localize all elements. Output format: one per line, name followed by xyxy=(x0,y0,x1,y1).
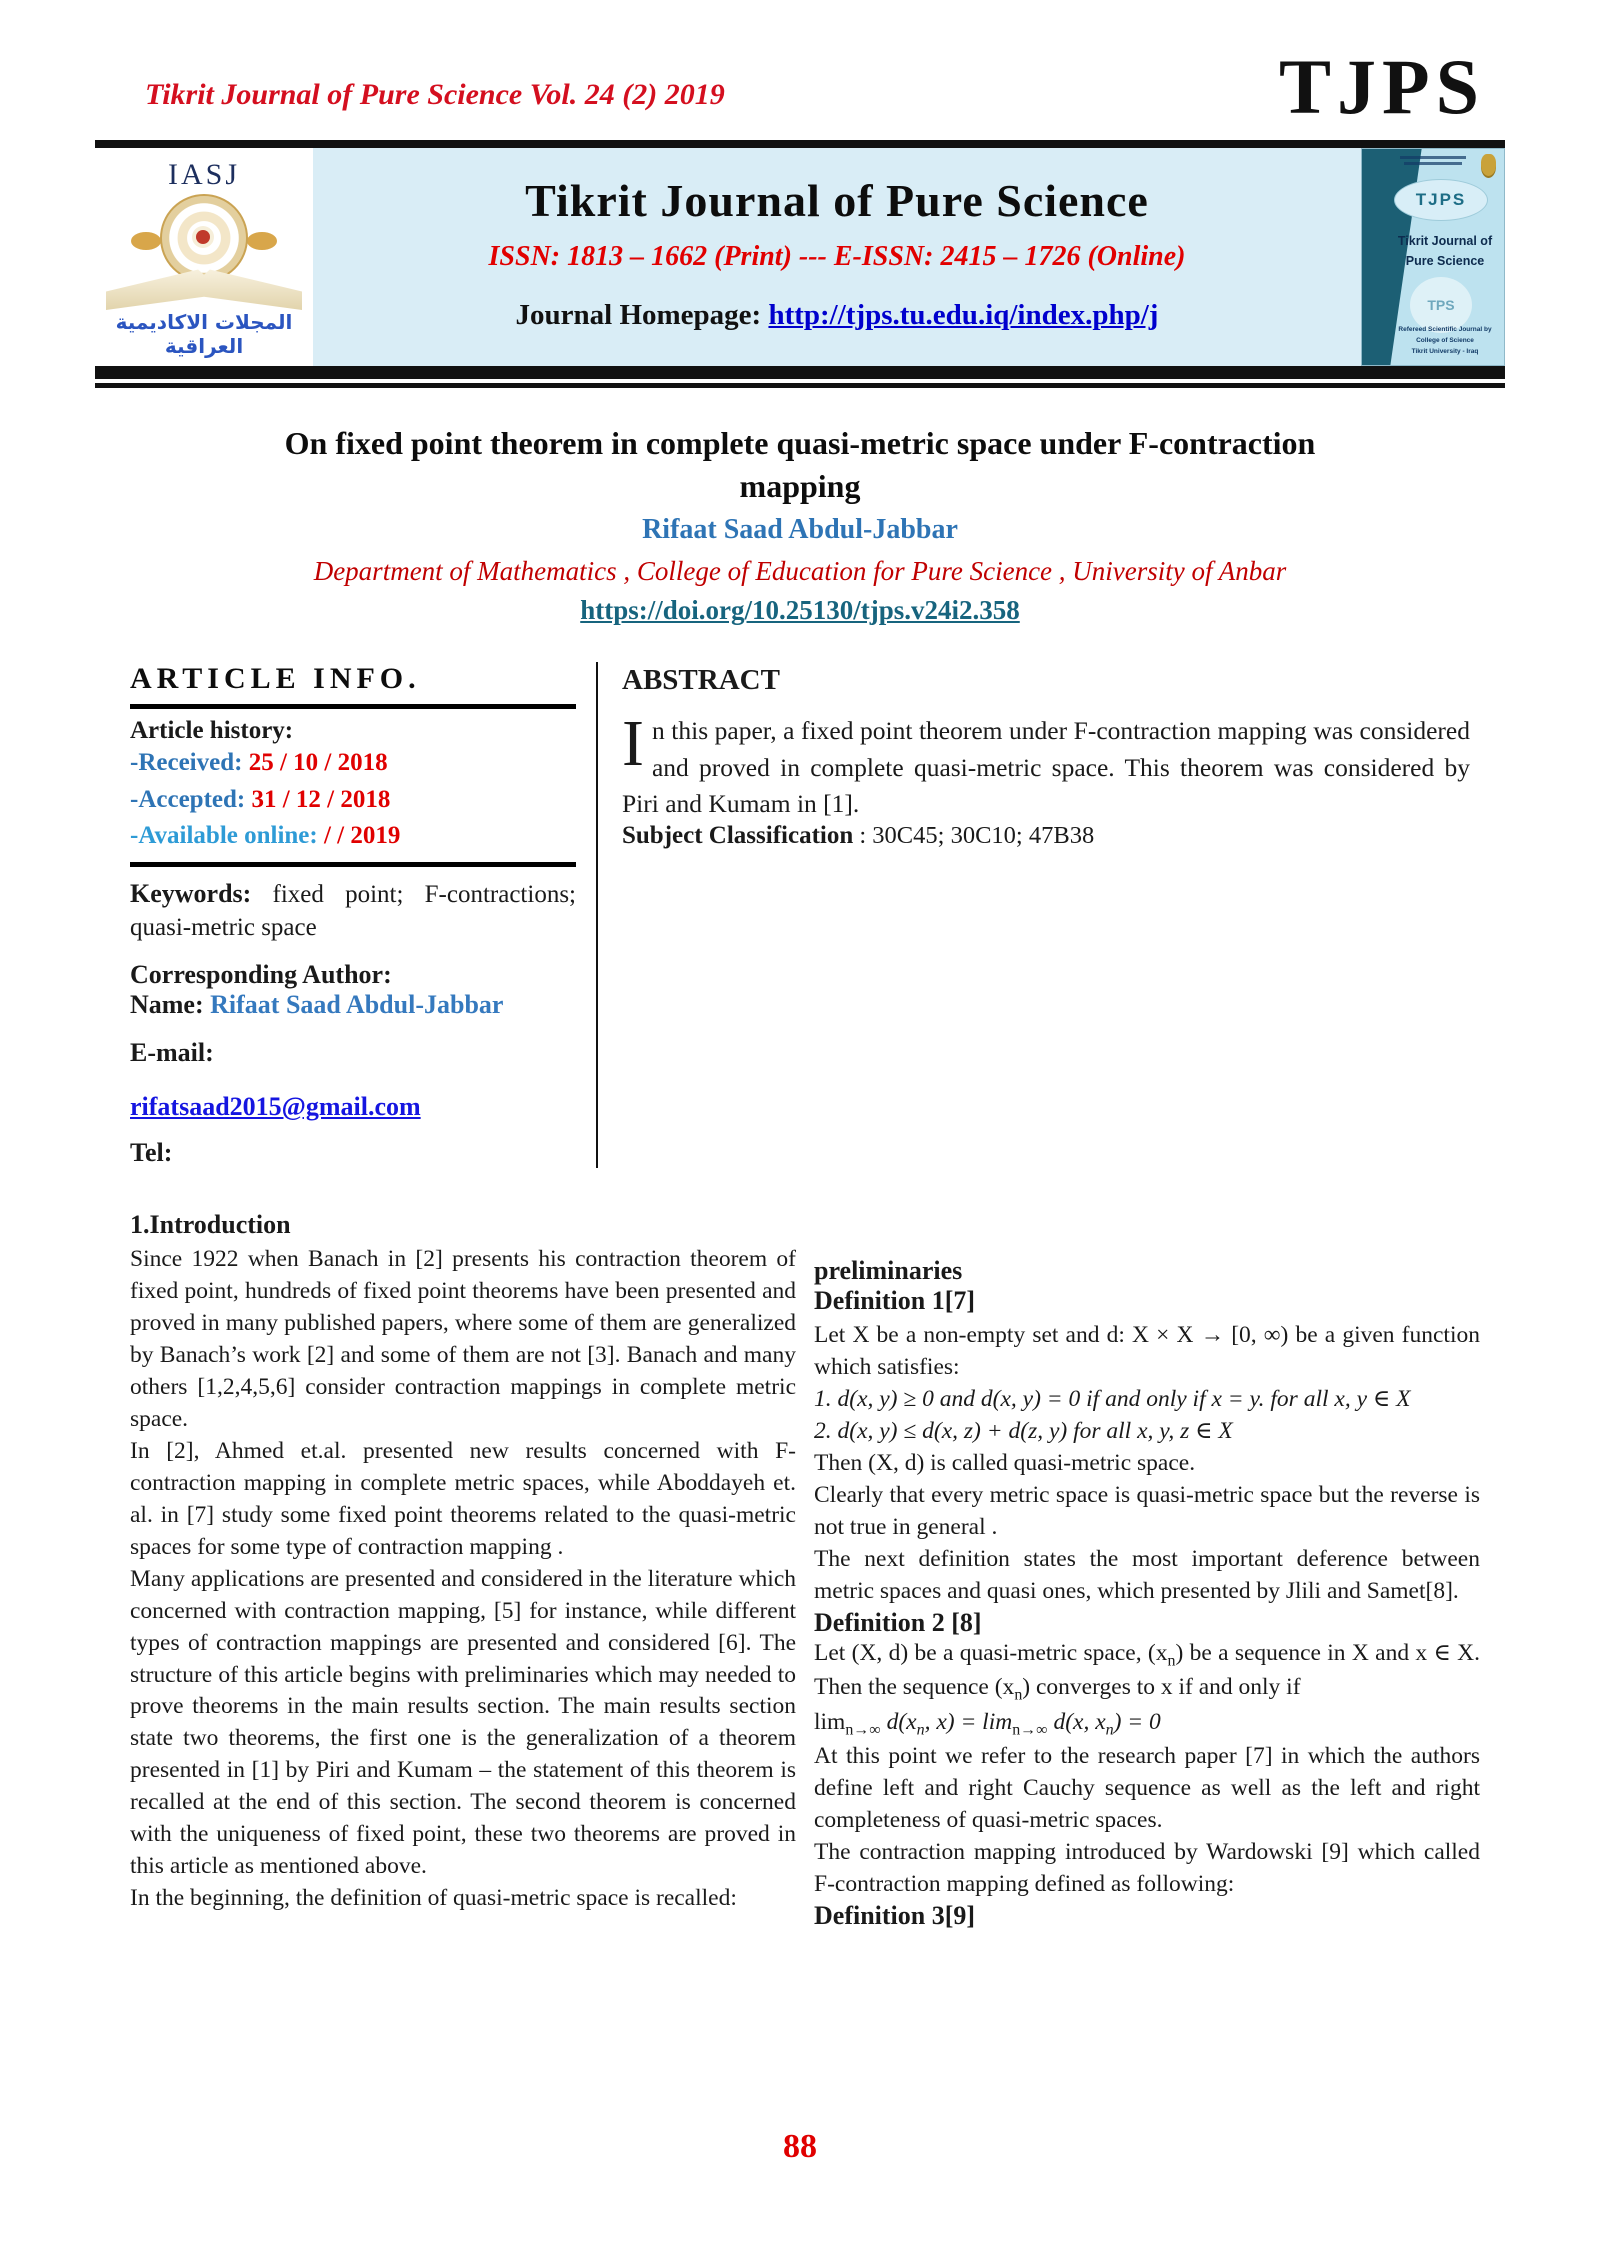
homepage-label: Journal Homepage: xyxy=(515,299,769,331)
introduction-paragraph-3: Many applications are presented and considered in the literature which concerned with contraction mapping, [5] for instance, while different types of contraction mappings are presented and considered [6]. The structure of this article begins with preliminaries which may needed to prove theorems in the main results section. The main results section state two theorems, the first one is the generalization of a theorem presented in [1] by Piri and Kumam – the statement of this theorem is recalled at the end of this section. The second theorem is concerned with the uniqueness of fixed point, these two theorems are proved in this article as mentioned above. xyxy=(130,1565,796,1880)
introduction-heading: 1.Introduction xyxy=(130,1210,291,1240)
abstract-paragraph: In this paper, a fixed point theorem under F-contraction mapping was considered and proved in complete quasi-metric space. This theorem was considered by Piri and Kumam in [1]. xyxy=(622,707,1470,818)
definition1-intro: Let X be a non-empty set and d: X × X → [0, ∞) be a given function which satisfies: xyxy=(814,1322,1480,1381)
definition1-condition1: 1. d(x, y) ≥ 0 and d(x, y) = 0 if and only if x = y. for all x, y ∈ X xyxy=(814,1386,1411,1413)
author-name: Rifaat Saad Abdul-Jabbar xyxy=(642,514,958,546)
paper-title xyxy=(0,422,1600,508)
homepage-url-link[interactable]: http://tjps.tu.edu.iq/index.php/j xyxy=(768,299,1159,331)
cover-gold-emblem-icon xyxy=(1481,154,1496,176)
introduction-paragraph-1: Since 1922 when Banach in [2] presents his contraction theorem of fixed point, hundreds of fixed point theorems have been presented and proved in many published papers, where some of them are generalized by Banach’s work [2] and some of them are not [3]. Banach and many others [1,2,4,5,6] consider contraction mappings in complete metric space. xyxy=(130,1246,796,1432)
article-info-column xyxy=(130,662,598,1168)
cover-top-decor-line2 xyxy=(1404,162,1462,165)
remark-next-definition: The next definition states the most important deference between metric spaces and quasi ones, which presented by Jlili and Samet[8]. xyxy=(814,1545,1480,1604)
cover-footer-line1: Refereed Scientific Journal by College of Science xyxy=(1398,325,1492,344)
definition1-heading: Definition 1[7] xyxy=(814,1286,976,1316)
iasj-wing-right-icon xyxy=(247,232,277,250)
cover-footer-line2: Tikrit University - Iraq xyxy=(1411,347,1479,355)
paper-title-line2: mapping xyxy=(739,468,861,505)
abstract-dropcap: I xyxy=(622,707,644,781)
doi-line xyxy=(0,595,1600,626)
definition2-text: Let (X, d) be a quasi-metric space, $(x_n)$ be a sequence in X and x ∈ X. Then the sequence $(x_n)$ converges to x if and only if xyxy=(814,1639,1480,1704)
journal-acronym-header: TJPS xyxy=(1278,43,1485,130)
definition2-heading: Definition 2 [8] xyxy=(814,1607,982,1637)
definition1-condition2: 2. d(x, y) ≤ d(x, z) + d(z, y) for all x, y, z ∈ X xyxy=(814,1417,1233,1444)
article-history-label: Article history: xyxy=(130,717,294,745)
body-left-column xyxy=(130,1210,796,1935)
iasj-logo xyxy=(95,148,313,366)
author-affiliation: Department of Mathematics , College of Education for Pure Science , University of Anbar xyxy=(313,556,1287,587)
page-number: 88 xyxy=(783,2128,817,2165)
introduction-paragraph-4: In the beginning, the definition of quasi-metric space is recalled: xyxy=(130,1885,737,1912)
abstract-column xyxy=(598,662,1470,1168)
cover-tjps-badge: TJPS xyxy=(1394,179,1488,221)
issn-line: ISSN: 1813 – 1662 (Print) --- E-ISSN: 2415 – 1726 (Online) xyxy=(488,241,1186,272)
journal-cover-thumbnail xyxy=(1361,148,1505,366)
remark-wardowski: The contraction mapping introduced by Wardowski [9] which called F-contraction mapping defined as following: xyxy=(814,1838,1480,1897)
corresponding-name-line: Name: Rifaat Saad Abdul-Jabbar xyxy=(130,990,504,1020)
subject-classification-line: Subject Classification : 30C45; 30C10; 47B38 xyxy=(622,821,1095,849)
article-body xyxy=(130,1210,1480,1935)
available-online-line: -Available online: / / 2019 xyxy=(130,821,401,849)
iasj-acronym-label: IASJ xyxy=(167,158,240,191)
page-header xyxy=(145,43,1485,130)
preliminaries-heading: preliminaries xyxy=(814,1256,963,1286)
cover-title xyxy=(1388,231,1502,271)
cover-title-line2: Pure Science xyxy=(1405,254,1485,268)
paper-title-line1: On fixed point theorem in complete quasi-metric space under F-contraction xyxy=(284,425,1316,461)
cover-title-line1: Tikrit Journal of xyxy=(1397,234,1493,248)
accepted-line: -Accepted: 31 / 12 / 2018 xyxy=(130,785,391,813)
definition1-conclusion: Then (X, d) is called quasi-metric space. xyxy=(814,1449,1196,1476)
abstract-heading: ABSTRACT xyxy=(622,664,780,697)
header-bottom-rule xyxy=(95,366,1505,388)
cover-watermark-seal: TPS xyxy=(1410,277,1472,333)
info-abstract-section xyxy=(130,662,1470,1168)
limit-equation: $\lim_{n\to\infty} d(x_n$, $x) = \lim_{n\to\infty} d(x$, $x_n) = 0$ xyxy=(814,1708,1161,1739)
keywords-line: Keywords: fixed point; F-contractions; quasi-metric space xyxy=(130,879,576,941)
received-line: -Received: 25 / 10 / 2018 xyxy=(130,749,388,777)
article-info-heading: ARTICLE INFO. xyxy=(130,662,576,709)
journal-banner xyxy=(95,148,1505,366)
introduction-paragraph-2: In [2], Ahmed et.al. presented new results concerned with F-contraction mapping in complete metric spaces, while Aboddayeh et. al. in [7] study some fixed point theorems related to the quasi-metric spaces for some type of contraction mapping . xyxy=(130,1437,796,1560)
banner-center xyxy=(313,148,1361,366)
journal-name: Tikrit Journal of Pure Science xyxy=(525,175,1149,226)
info-divider-rule xyxy=(130,862,576,867)
header-top-rule xyxy=(95,140,1505,148)
remark-quasi-metric: Clearly that every metric space is quasi-metric space but the reverse is not true in general . xyxy=(814,1481,1480,1540)
homepage-line xyxy=(313,299,1361,332)
definition3-heading: Definition 3[9] xyxy=(814,1900,976,1930)
iasj-seal-icon xyxy=(160,194,248,282)
cover-footer-text xyxy=(1388,324,1502,357)
corresponding-author-label: Corresponding Author: xyxy=(130,960,392,990)
body-right-column xyxy=(814,1256,1480,1935)
title-block xyxy=(0,422,1600,626)
tel-label: Tel: xyxy=(130,1138,173,1168)
cover-top-decor-line1 xyxy=(1400,156,1466,159)
email-link[interactable]: rifatsaad2015@gmail.com xyxy=(130,1092,421,1122)
iasj-arabic-name: المجلات الاكاديمية العراقية xyxy=(115,310,293,358)
remark-cauchy: At this point we refer to the research paper [7] in which the authors define left and right Cauchy sequence as well as the left and right completeness of quasi-metric spaces. xyxy=(814,1742,1480,1833)
iasj-wing-left-icon xyxy=(131,232,161,250)
doi-link[interactable]: https://doi.org/10.25130/tjps.v24i2.358 xyxy=(580,595,1020,626)
email-label: E-mail: xyxy=(130,1038,214,1068)
journal-volume-header: Tikrit Journal of Pure Science Vol. 24 (2) 2019 xyxy=(145,78,725,111)
